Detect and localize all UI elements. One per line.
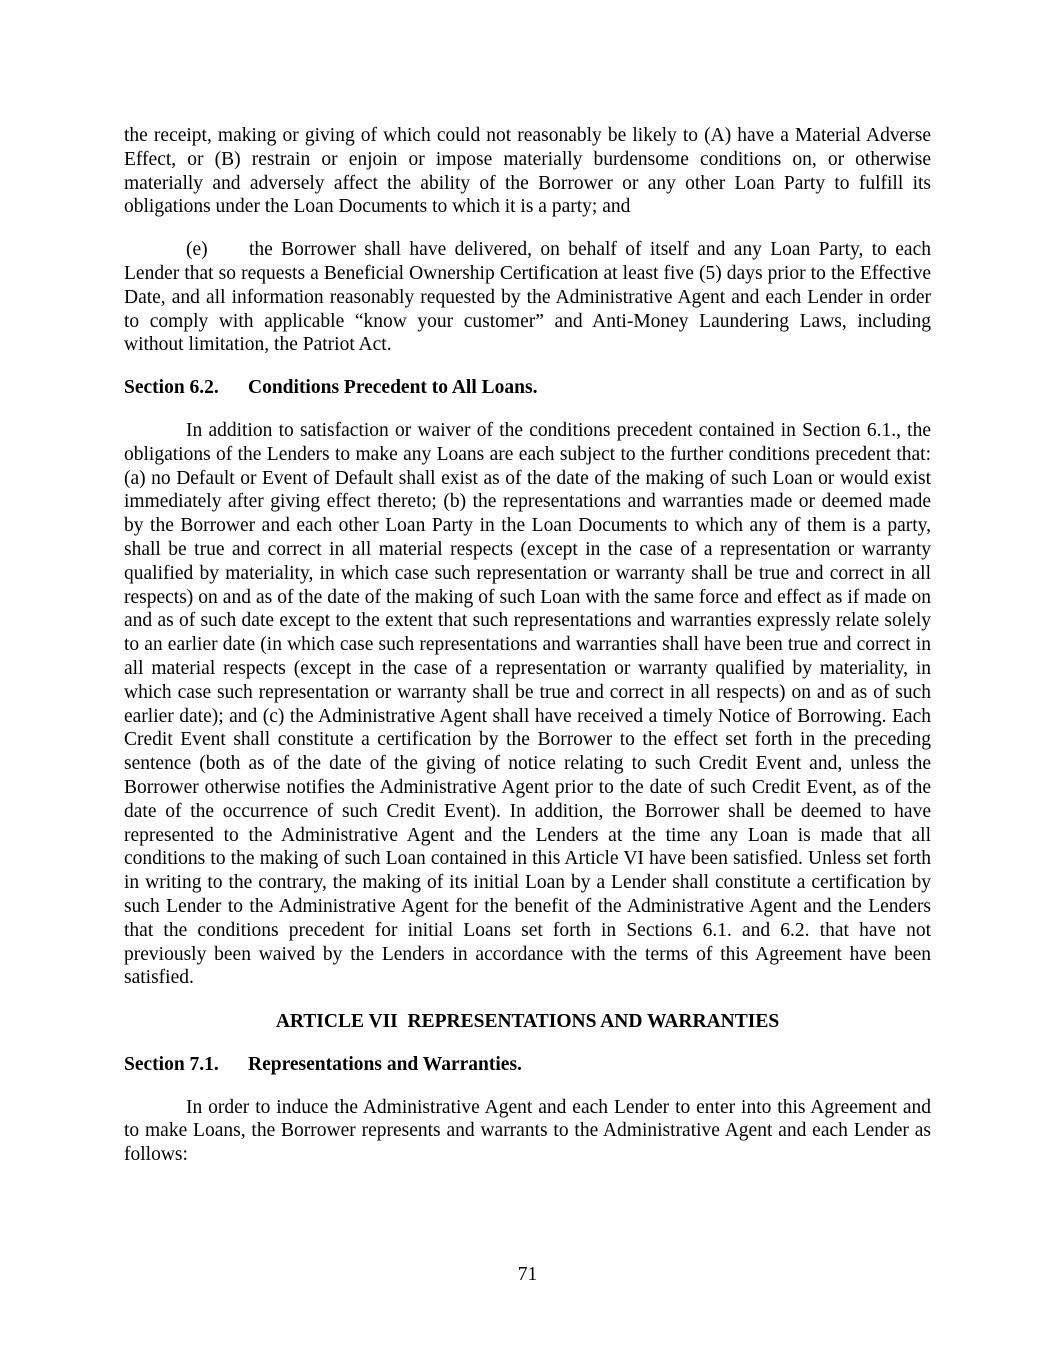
- continuation-paragraph: the receipt, making or giving of which could not reasonably be likely to (A) have a Material Adverse Effect, or (B) restrain or enjoin or impose materially burdensome conditions on, or otherwise materially and adversely affect the ability of the Borrower or any other Loan Party to fulfill its obligations under the Loan Documents to which it is a party; and: [124, 125, 931, 218]
- section-6-2-heading: [124, 376, 931, 400]
- section-7-1-number: Section 7.1.: [124, 1053, 219, 1075]
- article-vii-heading: ARTICLE VII REPRESENTATIONS AND WARRANTIES: [275, 1011, 780, 1033]
- item-e-label: (e): [186, 239, 208, 261]
- section-6-2-title: Conditions Precedent to All Loans.: [248, 377, 538, 399]
- section-7-1-heading: [124, 1053, 931, 1077]
- item-e-text: the Borrower shall have delivered, on behalf of itself and any Loan Party, to each Lender that so requests a Beneficial Ownership Certification at least five (5) days prior to the Effective Date, and all information reasonably requested by the Administrative Agent and each Lender in order to comply with applicable “know your customer” and Anti-Money Laundering Laws, including without limitation, the Patriot Act.: [124, 239, 931, 356]
- section-6-2-body: In addition to satisfaction or waiver of the conditions precedent contained in Section 6.1., the obligations of the Lenders to make any Loans are each subject to the further conditions precedent that: (a) no Default or Event of Default shall exist as of the date of the making of such Loan or would exist immediately after giving effect thereto; (b) the representations and warranties made or deemed made by the Borrower and each other Loan Party in the Loan Documents to which any of them is a party, shall be true and correct in all material respects (except in the case of a representation or warranty qualified by materiality, in which case such representation or warranty shall be true and correct in all respects) on and as of the date of the making of such Loan with the same force and effect as if made on and as of such date except to the extent that such representations and warranties expressly relate solely to an earlier date (in which case such representations and warranties shall have been true and correct in all material respects (except in the case of a representation or warranty qualified by materiality, in which case such representation or warranty shall be true and correct in all respects) on and as of such earlier date); and (c) the Administrative Agent shall have received a timely Notice of Borrowing. Each Credit Event shall constitute a certification by the Borrower to the effect set forth in the preceding sentence (both as of the date of the giving of notice relating to such Credit Event and, unless the Borrower otherwise notifies the Administrative Agent prior to the date of such Credit Event, as of the date of the occurrence of such Credit Event). In addition, the Borrower shall be deemed to have represented to the Administrative Agent and the Lenders at the time any Loan is made that all conditions to the making of such Loan contained in this Article VI have been satisfied. Unless set forth in writing to the contrary, the making of its initial Loan by a Lender shall constitute a certification by such Lender to the Administrative Agent for the benefit of the Administrative Agent and the Lenders that the conditions precedent for initial Loans set forth in Sections 6.1. and 6.2. that have not previously been waived by the Lenders in accordance with the terms of this Agreement have been satisfied.: [124, 419, 931, 989]
- document-page: [124, 124, 931, 1167]
- item-e-paragraph: [124, 238, 931, 357]
- section-7-1-body: In order to induce the Administrative Agent and each Lender to enter into this Agreement and to make Loans, the Borrower represents and warrants to the Administrative Agent and each Lender as follows:: [124, 1096, 931, 1166]
- section-6-2-number: Section 6.2.: [124, 377, 219, 399]
- page-number: 71: [517, 1264, 538, 1285]
- section-7-1-title: Representations and Warranties.: [248, 1053, 522, 1075]
